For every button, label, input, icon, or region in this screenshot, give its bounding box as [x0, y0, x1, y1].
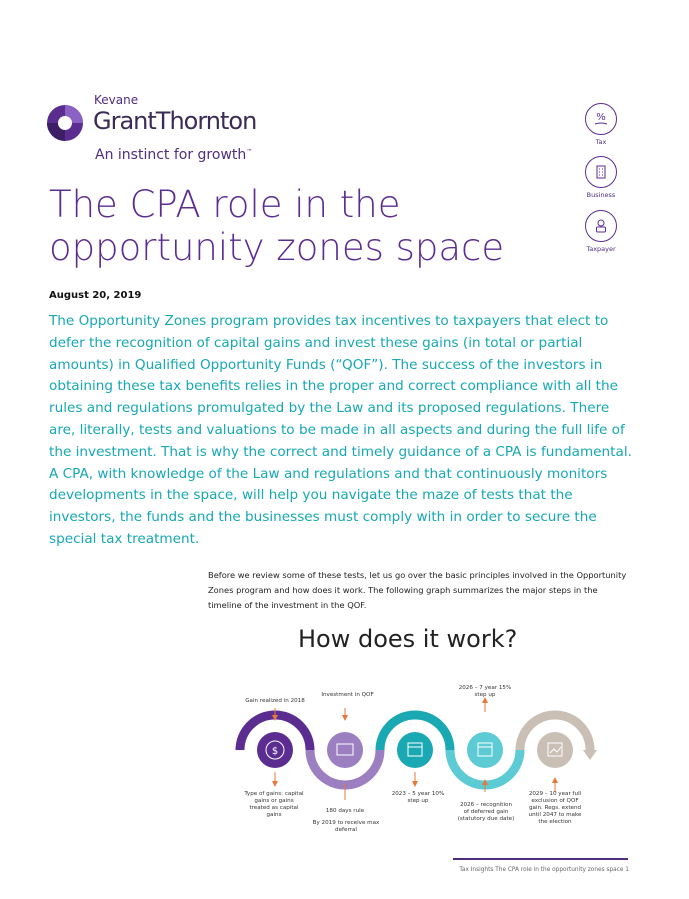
calendar-icon: [467, 732, 503, 768]
sidebar-item-tax: [571, 103, 631, 146]
svg-text:%: %: [596, 112, 606, 123]
brand-tagline: [95, 147, 252, 163]
footer-caption: [447, 867, 629, 873]
label-type: Type of gains: capital gains or gains treated as capital gains: [244, 791, 304, 818]
body-paragraph: Before we review some of these tests, let us go over the basic principles involved in the Opportunity Zones program and how does it work. The following graph summarizes the major steps in the timeline of the investment in the QOF.: [208, 570, 627, 610]
brand-name: GrantThornton: [93, 107, 257, 135]
footer-text: Tax Insights The CPA role in the opportunity zones space: [459, 867, 624, 873]
tagline-text: An instinct for growth: [95, 147, 247, 163]
svg-text:$: $: [271, 746, 279, 757]
sidebar-item-taxpayer: [571, 210, 631, 253]
percent-hand-icon: [585, 103, 617, 135]
sidebar-label: Business: [586, 191, 616, 199]
trademark-symbol: ™: [246, 148, 253, 156]
label-step13: 2026 – 7 year 15% step up: [458, 685, 512, 698]
arrow-head: [583, 750, 597, 760]
footer-rule: [453, 858, 628, 860]
intro-paragraph: The Opportunity Zones program provides tax incentives to taxpayers that elect to defer the recognition of capital gains and invest these gains (in total or partial amounts) in Qualified Opportunity Funds (“QOF”). The success of the investors in obtaining these tax benefits relies in the proper and correct compliance with all the rules and regulations promulgated by the Law and its proposed regulations. There are, literally, tests and valuations to be made in all aspects and during the full life of the investment. That is why the correct and timely guidance of a CPA is fundamental. A CPA, with knowledge of the Law and regulations and that continuously monitors developments in the space, will help you navigate the maze of tests that the investors, the funds and the businesses must comply with in order to secure the special tax treatment.: [49, 313, 632, 547]
publish-date: August 20, 2019: [49, 290, 142, 301]
dollar-icon: [257, 732, 293, 768]
label-gain: Gain realized in 2018: [245, 698, 305, 704]
page-title: The CPA role in the opportunity zones space: [49, 183, 505, 269]
calendar-icon: [397, 732, 433, 768]
sidebar-item-business: [571, 156, 631, 199]
page-number: 1: [625, 867, 629, 873]
brand-top-text: Kevane: [94, 93, 139, 107]
label-180days: 180 days rule: [325, 808, 365, 814]
grant-thornton-logo-icon: [46, 104, 84, 142]
sidebar-label: Taxpayer: [586, 245, 616, 253]
chart-icon: [537, 732, 573, 768]
label-recognition: 2026 – recognition of deferred gain (statutory due date): [457, 802, 515, 822]
factory-icon: [327, 732, 363, 768]
label-by2019: By 2019 to receive max deferral: [312, 820, 380, 833]
label-investment: Investment in QOF: [321, 692, 374, 698]
sidebar-label: Tax: [595, 138, 607, 146]
label-exclusion: 2029 – 10 year full exclusion of QOF gain. Regs. extend until 2047 to make the election: [528, 791, 582, 825]
chart-title: How does it work?: [298, 625, 518, 653]
label-step10: 2023 – 5 year 10% step up: [391, 791, 445, 804]
building-icon: [585, 156, 617, 188]
person-icon: [585, 210, 617, 242]
